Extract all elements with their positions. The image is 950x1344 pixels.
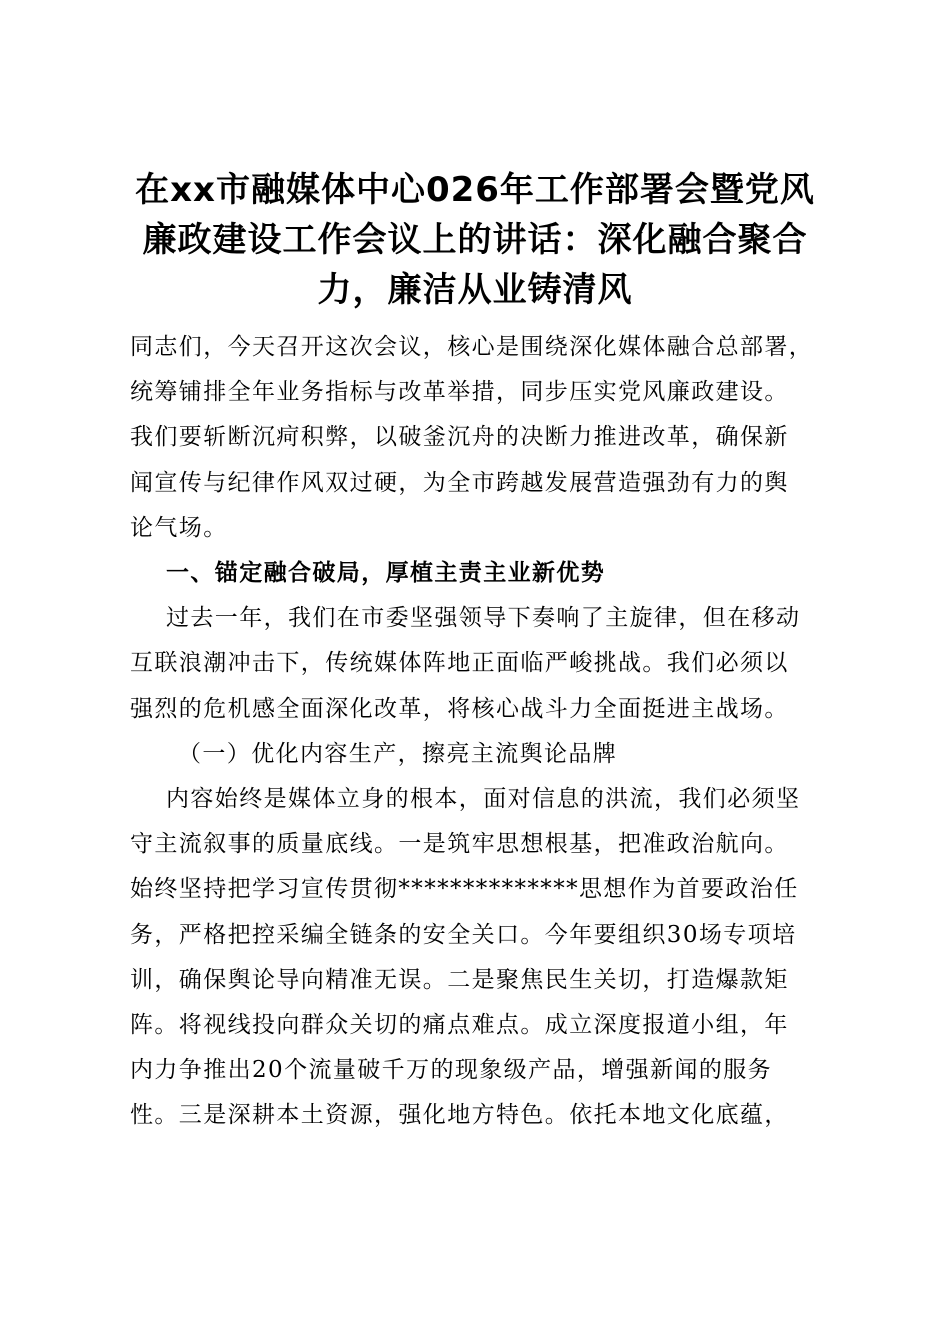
title-line: 力，廉洁从业铸清风 [317,270,633,310]
subsection-heading: （一）优化内容生产，擦亮主流舆论品牌 [178,740,618,767]
document-body [130,325,820,1139]
text-line: 性。三是深耕本土资源，强化地方特色。依托本地文化底蕴， [130,1102,789,1129]
section-heading: 一、锚定融合破局，厚植主责主业新优势 [166,560,606,587]
intro-paragraph [130,325,820,551]
document-title [120,165,830,315]
text-line: 强烈的危机感全面深化改革，将核心战斗力全面挺进主战场。 [130,695,789,722]
text-line: 内力争推出20个流量破千万的现象级产品，增强新闻的服务 [130,1057,773,1084]
text-line: 我们要斩断沉疴积弊，以破釜沉舟的决断力推进改革，确保新 [130,424,789,451]
title-line: 在xx市融媒体中心026年工作部署会暨党风 [135,170,815,210]
text-line: 始终坚持把学习宣传贯彻**************思想作为首要政治任 [130,876,799,903]
text-line: 论气场。 [130,514,228,541]
text-line: 同志们，今天召开这次会议，核心是围绕深化媒体融合总部署， [130,334,814,360]
text-line: 统筹铺排全年业务指标与改革举措，同步压实党风廉政建设。 [130,379,789,406]
title-line: 廉政建设工作会议上的讲话：深化融合聚合 [142,220,808,260]
text-line: 内容始终是媒体立身的根本，面对信息的洪流，我们必须坚 [166,786,801,813]
text-line: 训，确保舆论导向精准无误。二是聚焦民生关切，打造爆款矩 [130,966,789,993]
text-line: 过去一年，我们在市委坚强领导下奏响了主旋律，但在移动 [166,605,801,632]
subsection-paragraph [130,777,820,1139]
text-line: 互联浪潮冲击下，传统媒体阵地正面临严峻挑战。我们必须以 [130,650,789,677]
section-paragraph [130,596,820,732]
text-line: 务，严格把控采编全链条的安全关口。今年要组织30场专项培 [130,921,797,948]
text-line: 守主流叙事的质量底线。一是筑牢思想根基，把准政治航向。 [130,831,789,858]
text-line: 阵。将视线投向群众关切的痛点难点。成立深度报道小组，年 [130,1012,789,1039]
text-line: 闻宣传与纪律作风双过硬，为全市跨越发展营造强劲有力的舆 [130,469,789,496]
